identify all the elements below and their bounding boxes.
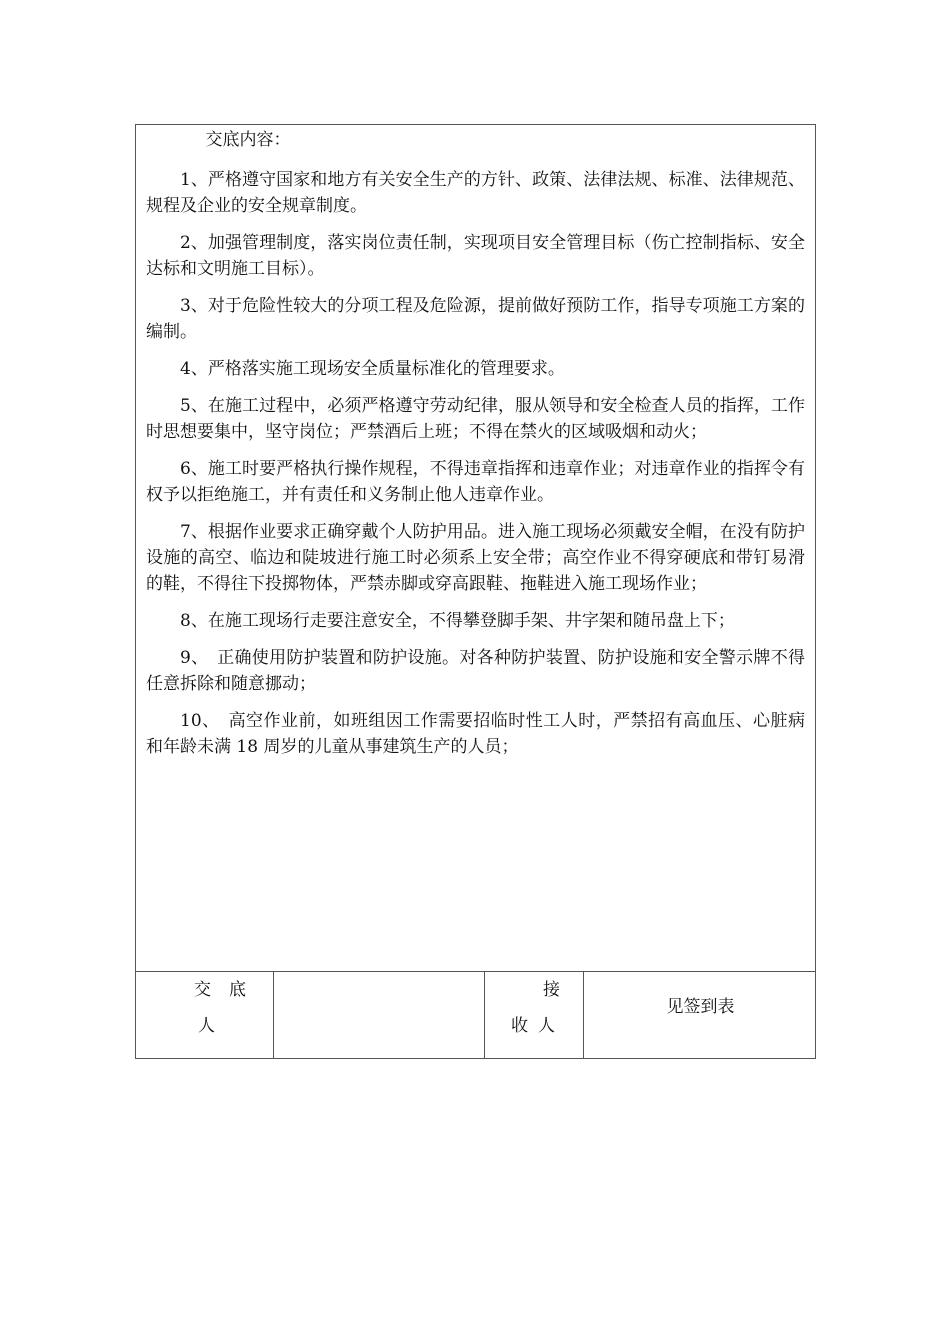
- content-cell: [136, 125, 816, 972]
- content-item-9: 9、 正确使用防护装置和防护设施。对各种防护装置、防护设施和安全警示牌不得任意拆除和随意挪动；: [146, 648, 805, 694]
- receiver-value-cell: [584, 972, 816, 1059]
- content-item-5: 5、在施工过程中，必须严格遵守劳动纪律，服从领导和安全检查人员的指挥，工作时思想要集中，坚守岗位；严禁酒后上班；不得在禁火的区域吸烟和动火；: [146, 396, 805, 442]
- disclosure-table: [135, 124, 816, 1059]
- content-item-4: 4、严格落实施工现场安全质量标准化的管理要求。: [180, 359, 565, 379]
- giver-value-cell[interactable]: [274, 972, 485, 1059]
- giver-label-cell: [136, 972, 274, 1059]
- content-item-6: 6、施工时要严格执行操作规程，不得违章指挥和违章作业；对违章作业的指挥令有权予以拒绝施工，并有责任和义务制止他人违章作业。: [146, 459, 805, 505]
- giver-label-line2: 人: [198, 1016, 215, 1036]
- signature-row: [136, 972, 816, 1059]
- content-item-8: 8、在施工现场行走要注意安全，不得攀登脚手架、井字架和随吊盘上下；: [180, 611, 735, 631]
- content-item-2: 2、加强管理制度，落实岗位责任制，实现项目安全管理目标（伤亡控制指标、安全达标和文明施工目标）。: [146, 233, 805, 279]
- content-body: [136, 125, 815, 760]
- content-item-7: 7、根据作业要求正确穿戴个人防护用品。进入施工现场必须戴安全帽，在没有防护设施的高空、临边和陡坡进行施工时必须系上安全带；高空作业不得穿硬底和带钉易滑的鞋，不得往下投掷物体，严禁赤脚或穿高跟鞋、拖鞋进入施工现场作业；: [146, 522, 805, 594]
- content-item-3: 3、对于危险性较大的分项工程及危险源，提前做好预防工作，指导专项施工方案的编制。: [146, 296, 805, 342]
- content-item-10: 10、 高空作业前，如班组因工作需要招临时性工人时，严禁招有高血压、心脏病和年龄未满 18 周岁的儿童从事建筑生产的人员；: [146, 711, 805, 757]
- receiver-label-cell: [485, 972, 584, 1059]
- receiver-value: 见签到表: [666, 997, 735, 1017]
- receiver-label-line2: 收人: [511, 1016, 565, 1036]
- giver-label-line1: 交底: [194, 980, 264, 1000]
- receiver-label-line1: 接: [543, 980, 560, 1000]
- content-heading: 交底内容：: [205, 130, 291, 150]
- content-item-1: 1、严格遵守国家和地方有关安全生产的方针、政策、法律法规、标准、法律规范、规程及企业的安全规章制度。: [146, 170, 805, 216]
